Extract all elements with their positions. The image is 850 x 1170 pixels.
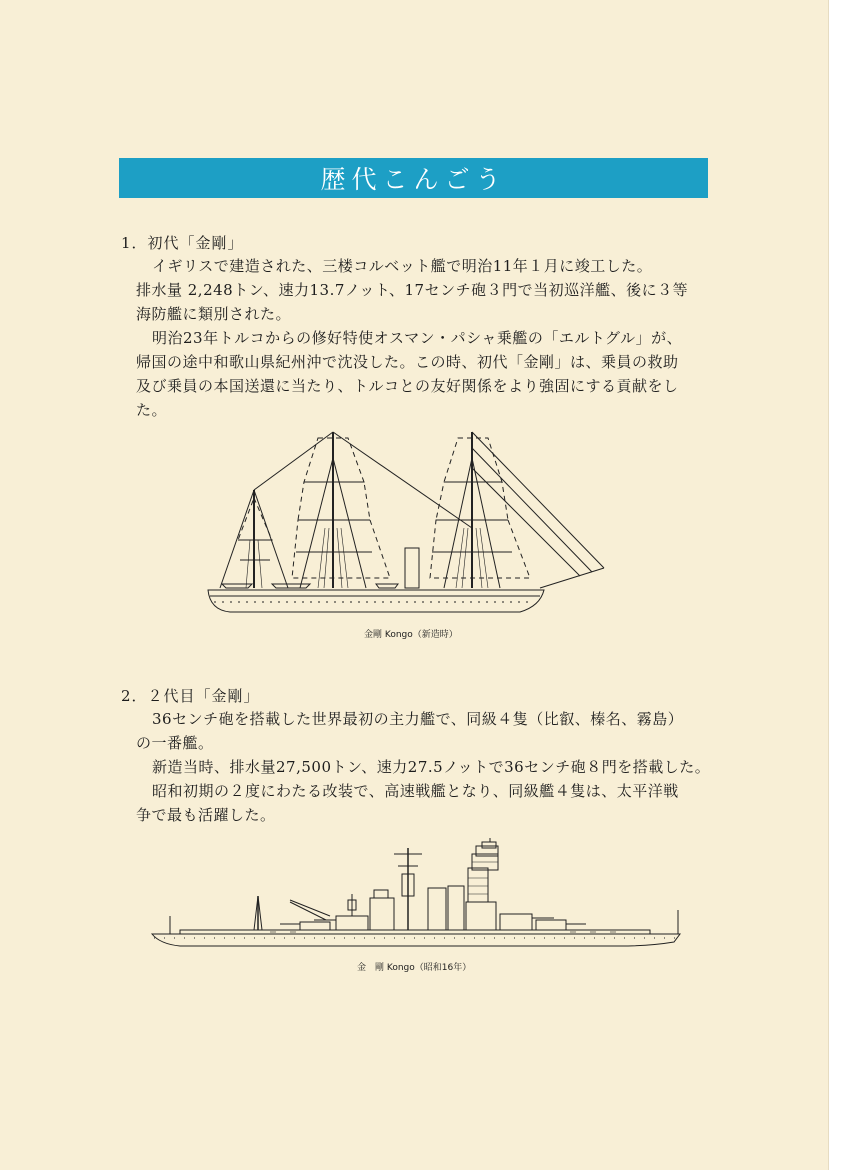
section1-line-7: た。: [136, 401, 168, 419]
section1-line-1: イギリスで建造された、三楼コルベット艦で明治11年１月に竣工した。: [152, 257, 653, 275]
section2-heading: 2．２代目「金剛」: [121, 687, 260, 705]
section2-line-4: 昭和初期の２度にわたる改装で、高速戦艦となり、同級艦４隻は、太平洋戦: [152, 782, 679, 800]
battleship-illustration: [150, 838, 684, 950]
section1-line-3: 海防艦に類別された。: [136, 305, 292, 323]
section2-line-1: 36センチ砲を搭載した世界最初の主力艦で、同級４隻（比叡、榛名、霧島）: [152, 710, 684, 728]
corvette-caption: 金剛 Kongo（新造時）: [364, 630, 458, 640]
section2-line-5: 争で最も活躍した。: [136, 806, 276, 824]
section1-line-4: 明治23年トルコからの修好特使オスマン・パシャ乗艦の「エルトグル」が、: [152, 329, 683, 347]
section1-heading: 1．初代「金剛」: [121, 234, 244, 252]
section2-line-3: 新造当時、排水量27,500トン、速力27.5ノットで36センチ砲８門を搭載した。: [152, 758, 711, 776]
section1-line-2: 排水量 2,248トン、速力13.7ノット、17センチ砲３門で当初巡洋艦、後に３等: [136, 281, 689, 299]
page-title-banner: 歴代こんごう: [119, 158, 708, 198]
section2-line-2: の一番艦。: [136, 734, 214, 752]
section1-line-6: 及び乗員の本国送還に当たり、トルコとの友好関係をより強固にする貢献をし: [136, 377, 679, 395]
section1-line-5: 帰国の途中和歌山県紀州沖で沈没した。この時、初代「金剛」は、乗員の救助: [136, 353, 679, 371]
corvette-illustration: [200, 428, 610, 623]
battleship-caption: 金 剛 Kongo（昭和16年）: [357, 963, 472, 973]
